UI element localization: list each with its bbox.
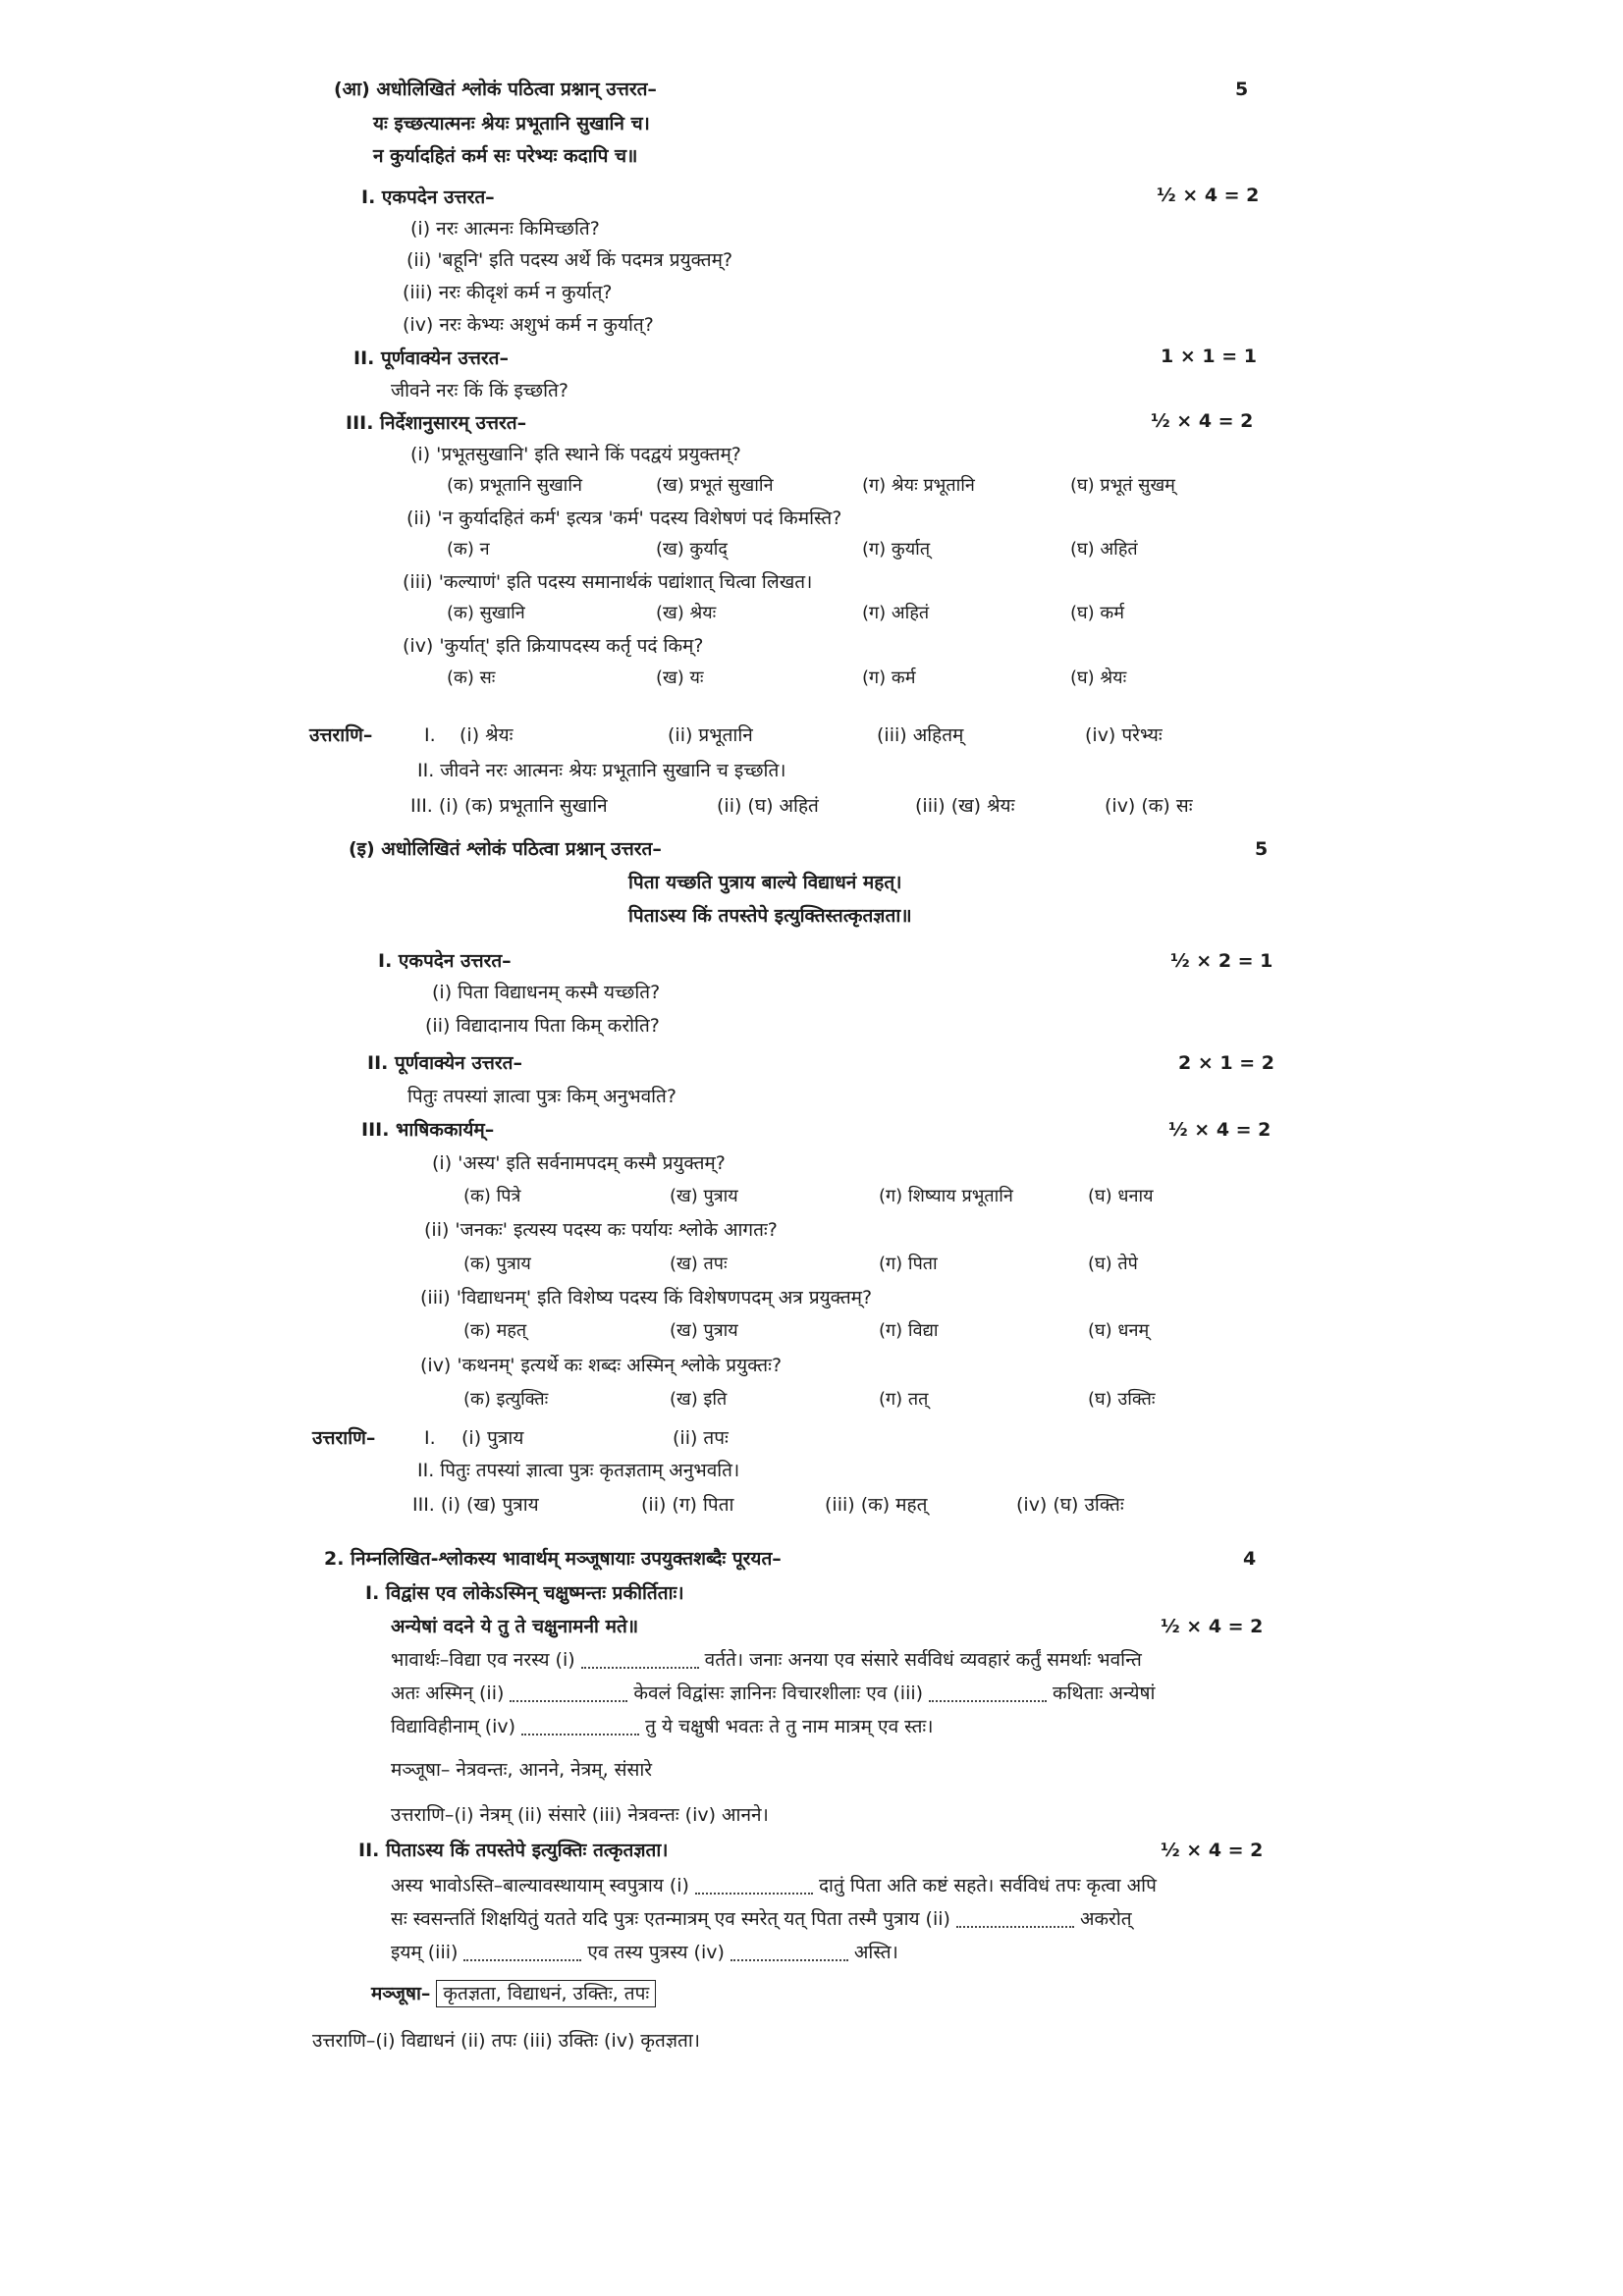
answer: III. (i) (ख) पुत्राय xyxy=(412,1494,539,1516)
q2-s1-verse-2: अन्येषां वदने ये तु ते चक्षुनामनी मते॥ xyxy=(391,1616,639,1637)
sec-i-part3-title: III. भाषिककार्यम्– xyxy=(361,1119,495,1141)
q2-heading: 2. निम्नलिखित-श्लोकस्य भावार्थम् मञ्जूषायाः उपयुक्तशब्दैः पूरयत– xyxy=(324,1548,782,1570)
answer: (iii) अहितम् xyxy=(877,724,964,746)
sec-aa-p3-q1: (i) 'प्रभूतसुखानि' इति स्थाने किं पदद्वयं प्रयुक्तम्? xyxy=(410,444,741,465)
option: (घ) उक्तिः xyxy=(1088,1389,1156,1410)
option: (क) सः xyxy=(447,667,496,688)
sec-i-p3-q2: (ii) 'जनकः' इत्यस्य पदस्य कः पर्यायः श्लोके आगतः? xyxy=(424,1219,778,1241)
q2-s1-word-box: मञ्जूषा– नेत्रवन्तः, आनने, नेत्रम्, संसारे xyxy=(391,1759,653,1781)
option: (क) न xyxy=(447,539,490,560)
sec-i-p1-q1: (i) पिता विद्याधनम् कस्मै यच्छति? xyxy=(432,982,661,1003)
option: (ग) शिष्याय प्रभूतानि xyxy=(879,1186,1013,1206)
sec-aa-part3-title: III. निर्देशानुसारम् उत्तरत– xyxy=(346,412,527,434)
blank xyxy=(463,1946,581,1961)
answer: (i) श्रेयः xyxy=(460,724,514,746)
sec-aa-p3-q3: (iii) 'कल्याणं' इति पदस्य समानार्थकं पद्यांशात् चित्वा लिखत। xyxy=(403,571,813,593)
sec-i-part2-title: II. पूर्णवाक्येन उत्तरत– xyxy=(367,1052,522,1074)
option: (घ) श्रेयः xyxy=(1070,667,1127,688)
sec-i-heading: (इ) अधोलिखितं श्लोकं पठित्वा प्रश्नान् उत्तरत– xyxy=(349,838,662,860)
text: वर्तते। जनाः अनया एव संसारे सर्वविधं व्यवहारं कर्तुं समर्थाः भवन्ति xyxy=(704,1649,1142,1671)
option: (ख) यः xyxy=(656,667,704,688)
text: विद्याविहीनाम् (iv) xyxy=(391,1716,516,1737)
option: (क) पुत्राय xyxy=(463,1254,531,1274)
sec-i-marks: 5 xyxy=(1255,838,1269,860)
q2-s2-marks: ½ × 4 = 2 xyxy=(1161,1840,1264,1861)
sec-aa-part2-title: II. पूर्णवाक्येन उत्तरत– xyxy=(353,347,509,369)
sec-i-answers-label: उत्तराणि– xyxy=(312,1427,376,1449)
q2-s2-answers: उत्तराणि–(i) विद्याधनं (ii) तपः (iii) उक्तिः (iv) कृतज्ञता। xyxy=(312,2030,700,2052)
sec-aa-part1-marks: ½ × 4 = 2 xyxy=(1157,185,1260,206)
option: (ख) श्रेयः xyxy=(656,603,717,623)
answer: (ii) (घ) अहितं xyxy=(717,795,819,817)
sec-aa-p1-q2: (ii) 'बहूनि' इति पदस्य अर्थे किं पदमत्र प्रयुक्तम्? xyxy=(406,249,733,271)
q2-s1-line-1 xyxy=(391,1647,1142,1673)
q2-s1-line-2 xyxy=(391,1681,1155,1706)
sec-aa-answers-label: उत्तराणि– xyxy=(309,724,373,746)
text: तु ये चक्षुषी भवतः ते तु नाम मात्रम् एव स्तः। xyxy=(645,1716,934,1737)
q2-s2-verse: II. पिताऽस्य किं तपस्तेपे इत्युक्तिः तत्कृतज्ञता। xyxy=(358,1840,669,1861)
option: (घ) प्रभूतं सुखम् xyxy=(1070,475,1175,496)
text: दातुं पिता अति कष्टं सहते। सर्वविधं तपः कृत्वा अपि xyxy=(818,1875,1157,1896)
blank xyxy=(695,1879,813,1895)
option: (घ) धनम् xyxy=(1088,1320,1150,1341)
sec-i-p3-q4: (iv) 'कथनम्' इत्यर्थे कः शब्दः अस्मिन् श्लोके प्रयुक्तः? xyxy=(420,1355,783,1376)
sec-i-verse-2: पिताऽस्य किं तपस्तेपे इत्युक्तिस्तत्कृतज्ञता॥ xyxy=(628,905,912,927)
q2-s2-line-2 xyxy=(391,1906,1132,1932)
word-box-label: मञ्जूषा– xyxy=(371,1983,431,2004)
option: (ख) पुत्राय xyxy=(670,1320,738,1341)
option: (ग) अहितं xyxy=(862,603,930,623)
blank xyxy=(929,1686,1047,1702)
sec-i-verse-1: पिता यच्छति पुत्राय बाल्ये विद्याधनं महत्। xyxy=(628,872,902,893)
text: अकरोत् xyxy=(1079,1908,1132,1930)
text: अस्य भावोऽस्ति–बाल्यावस्थायाम् स्वपुत्राय (i) xyxy=(391,1875,689,1896)
sec-aa-part3-marks: ½ × 4 = 2 xyxy=(1151,410,1254,432)
blank xyxy=(730,1946,848,1961)
text: अस्ति। xyxy=(853,1942,898,1963)
q2-s1-answers: उत्तराणि–(i) नेत्रम् (ii) संसारे (iii) नेत्रवन्तः (iv) आनने। xyxy=(391,1804,769,1826)
text: भावार्थः–विद्या एव नरस्य (i) xyxy=(391,1649,575,1671)
sec-i-part1-marks: ½ × 2 = 1 xyxy=(1170,950,1273,972)
blank xyxy=(510,1686,627,1702)
answer: (iii) (क) महत् xyxy=(825,1494,928,1516)
text: इयम् (iii) xyxy=(391,1942,459,1963)
sec-i-p3-q3: (iii) 'विद्याधनम्' इति विशेष्य पदस्य किं विशेषणपदम् अत्र प्रयुक्तम्? xyxy=(420,1287,873,1308)
answer: (i) पुत्राय xyxy=(461,1427,524,1449)
answer: (ii) (ग) पिता xyxy=(641,1494,734,1516)
answer: II. जीवने नरः आत्मनः श्रेयः प्रभूतानि सुखानि च इच्छति। xyxy=(417,760,786,781)
option: (ख) इति xyxy=(670,1389,728,1410)
sec-i-part1-title: I. एकपदेन उत्तरत– xyxy=(378,950,512,972)
q2-s1-line-3 xyxy=(391,1714,933,1739)
answer-num: I. xyxy=(424,724,436,746)
answer: III. (i) (क) प्रभूतानि सुखानि xyxy=(410,795,608,817)
sec-aa-part2-marks: 1 × 1 = 1 xyxy=(1161,346,1257,367)
option: (घ) तेपे xyxy=(1088,1254,1138,1274)
answer: (iv) (घ) उक्तिः xyxy=(1016,1494,1124,1516)
text: एव तस्य पुत्रस्य (iv) xyxy=(587,1942,725,1963)
sec-aa-p3-q4: (iv) 'कुर्यात्' इति क्रियापदस्य कर्तृ पदं किम्? xyxy=(403,635,704,657)
sec-aa-verse-2: न कुर्यादहितं कर्म सः परेभ्यः कदापि च॥ xyxy=(373,145,638,167)
sec-aa-p1-q4: (iv) नरः केभ्यः अशुभं कर्म न कुर्यात्? xyxy=(403,314,654,336)
option: (ग) कुर्यात् xyxy=(862,539,931,560)
text: केवलं विद्वांसः ज्ञानिनः विचारशीलाः एव (iii) xyxy=(633,1682,924,1704)
word-box: कृतज्ञता, विद्याधनं, उक्तिः, तपः xyxy=(436,1980,656,2007)
sec-aa-heading: (आ) अधोलिखितं श्लोकं पठित्वा प्रश्नान् उत्तरत– xyxy=(334,79,657,100)
sec-i-part3-marks: ½ × 4 = 2 xyxy=(1168,1119,1271,1141)
option: (क) प्रभूतानि सुखानि xyxy=(447,475,582,496)
option: (ग) विद्या xyxy=(879,1320,939,1341)
q2-s1-verse-1: I. विद्वांस एव लोकेऽस्मिन् चक्षुष्मन्तः प्रकीर्तिताः। xyxy=(365,1582,684,1604)
option: (ख) कुर्याद् xyxy=(656,539,728,560)
sec-aa-p3-q2: (ii) 'न कुर्यादहितं कर्म' इत्यत्र 'कर्म' पदस्य विशेषणं पदं किमस्ति? xyxy=(406,507,842,529)
answer: (ii) प्रभूतानि xyxy=(668,724,753,746)
sec-aa-part1-title: I. एकपदेन उत्तरत– xyxy=(361,187,495,208)
answer-num: I. xyxy=(424,1427,436,1449)
option: (क) महत् xyxy=(463,1320,527,1341)
answer: (iv) (क) सः xyxy=(1105,795,1193,817)
option: (ख) तपः xyxy=(670,1254,728,1274)
sec-aa-p1-q3: (iii) नरः कीदृशं कर्म न कुर्यात्? xyxy=(403,282,613,303)
sec-aa-marks: 5 xyxy=(1235,79,1249,100)
q2-s1-marks: ½ × 4 = 2 xyxy=(1161,1616,1264,1637)
answer: (iv) परेभ्यः xyxy=(1085,724,1163,746)
q2-s2-word-box xyxy=(371,1981,656,2006)
answer: (iii) (ख) श्रेयः xyxy=(915,795,1015,817)
sec-aa-verse-1: यः इच्छत्यात्मनः श्रेयः प्रभूतानि सुखानि च। xyxy=(373,113,650,134)
answer: II. पितुः तपस्यां ज्ञात्वा पुत्रः कृतज्ञताम् अनुभवति। xyxy=(417,1460,740,1481)
blank xyxy=(521,1720,639,1735)
option: (ग) कर्म xyxy=(862,667,916,688)
option: (ग) श्रेयः प्रभूतानि xyxy=(862,475,975,496)
option: (ख) प्रभूतं सुखानि xyxy=(656,475,774,496)
option: (ग) तत् xyxy=(879,1389,929,1410)
sec-i-part2-marks: 2 × 1 = 2 xyxy=(1178,1052,1274,1074)
q2-marks: 4 xyxy=(1243,1548,1257,1570)
option: (घ) धनाय xyxy=(1088,1186,1154,1206)
option: (क) पित्रे xyxy=(463,1186,521,1206)
text: कथिताः अन्येषां xyxy=(1053,1682,1156,1704)
sec-aa-p1-q1: (i) नरः आत्मनः किमिच्छति? xyxy=(410,218,600,240)
option: (घ) अहितं xyxy=(1070,539,1138,560)
blank xyxy=(581,1653,699,1669)
sec-i-p3-q1: (i) 'अस्य' इति सर्वनामपदम् कस्मै प्रयुक्तम्? xyxy=(432,1152,726,1174)
option: (घ) कर्म xyxy=(1070,603,1124,623)
option: (ग) पिता xyxy=(879,1254,938,1274)
option: (क) इत्युक्तिः xyxy=(463,1389,549,1410)
q2-s2-line-1 xyxy=(391,1873,1157,1898)
text: सः स्वसन्ततिं शिक्षयितुं यतते यदि पुत्रः एतन्मात्रम् एव स्मरेत् यत् पिता तस्मै पुत्राय (ii) xyxy=(391,1908,950,1930)
q2-s2-line-3 xyxy=(391,1940,898,1965)
sec-i-p2-q1: पितुः तपस्यां ज्ञात्वा पुत्रः किम् अनुभवति? xyxy=(407,1086,676,1107)
option: (ख) पुत्राय xyxy=(670,1186,738,1206)
sec-aa-p2-q1: जीवने नरः किं किं इच्छति? xyxy=(391,380,568,401)
text: अतः अस्मिन् (ii) xyxy=(391,1682,505,1704)
sec-i-p1-q2: (ii) विद्यादानाय पिता किम् करोति? xyxy=(425,1015,660,1037)
answer: (ii) तपः xyxy=(673,1427,729,1449)
option: (क) सुखानि xyxy=(447,603,525,623)
blank xyxy=(956,1912,1074,1928)
